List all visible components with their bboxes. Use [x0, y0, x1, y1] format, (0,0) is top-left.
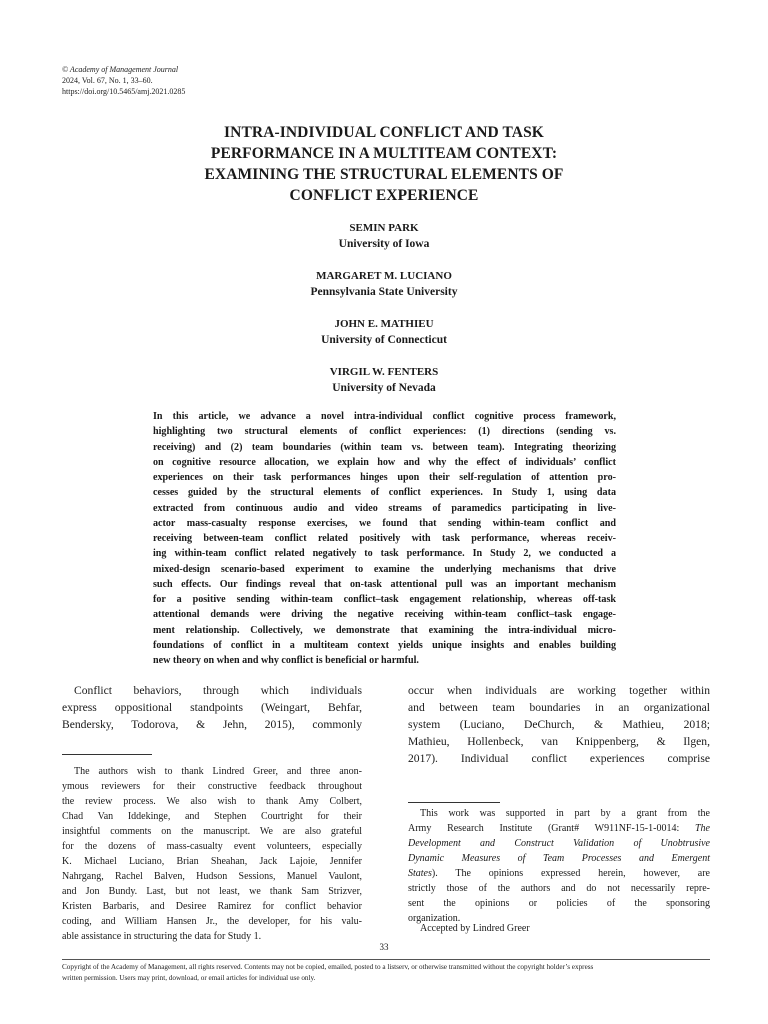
- author-name: JOHN E. MATHIEU: [334, 318, 434, 330]
- title-line: EXAMINING THE STRUCTURAL ELEMENTS OF: [204, 166, 564, 183]
- body-line: system (Luciano, DeChurch, & Mathieu, 2018;: [408, 718, 710, 731]
- title-line: PERFORMANCE IN A MULTITEAM CONTEXT:: [210, 145, 558, 162]
- footnote-line: organization.: [408, 913, 461, 924]
- author-block: [0, 220, 768, 268]
- journal-name: © Academy of Management Journal: [62, 65, 179, 74]
- abstract-line: In this article, we advance a novel intra-individual conflict cognitive process framework,: [153, 411, 616, 422]
- abstract-line: new theory on when and why conflict is beneficial or harmful.: [153, 655, 419, 666]
- grant-title: Dynamic Measures of Team Processes and Emergent: [408, 853, 710, 864]
- footnote-line: sent the opinions or policies of the sponsoring: [408, 898, 710, 909]
- author-block: [0, 268, 768, 316]
- grant-title: States: [408, 868, 432, 879]
- footnote-line: for the dozens of mass-casualty event volunteers, especially: [62, 841, 362, 852]
- body-line: Mathieu, Hollenbeck, van Knippenberg, & Ilgen,: [408, 735, 710, 748]
- abstract-line: cesses guided by the structural elements of conflict experiences. In Study 1, using data: [153, 487, 616, 499]
- grant-title: The: [695, 823, 710, 834]
- body-column-right: [408, 682, 710, 767]
- title-line: INTRA-INDIVIDUAL CONFLICT AND TASK: [224, 124, 544, 141]
- body-line: express oppositional standpoints (Weingart, Behfar,: [62, 701, 362, 714]
- body-line: occur when individuals are working together within: [408, 684, 710, 697]
- footnote-line: K. Michael Luciano, Brian Sheahan, Jack Lajoie, Jennifer: [62, 856, 362, 867]
- abstract-line: on cognitive resource allocation, we explain how and why the effect of individuals’ conflict: [153, 456, 616, 468]
- footnote-line: This work was supported in part by a grant from the: [420, 808, 710, 819]
- accepted-by: Accepted by Lindred Greer: [420, 923, 530, 934]
- copyright-notice: [62, 962, 710, 984]
- abstract-line: for a positive sending within-team conflict–task engagement relationship, whereas off-task: [153, 594, 616, 605]
- footnote-line: ymous reviewers for their constructive feedback throughout: [62, 781, 362, 792]
- author-affiliation: University of Nevada: [332, 382, 436, 394]
- abstract-line: actor mass-casualty response exercises, we found that sending within-team conflict and: [153, 517, 616, 529]
- footnote-line: [408, 821, 710, 836]
- footnote-line: insightful comments on the manuscript. We are also grateful: [62, 826, 362, 837]
- footnote-divider-left: [62, 754, 152, 755]
- author-block: [0, 364, 768, 412]
- copyright-line: Copyright of the Academy of Management, all rights reserved. Contents may not be copied, emailed, posted to a listserv, or otherwise transmitted without the copyright holder’s express: [62, 963, 594, 971]
- abstract: [153, 409, 616, 668]
- abstract-line: attentional demands were driving the negative receiving within-team conflict–task engage-: [153, 609, 616, 621]
- doi-link[interactable]: https://doi.org/10.5465/amj.2021.0285: [62, 87, 186, 96]
- copyright-line: written permission. Users may print, download, or email articles for individual use only.: [62, 974, 316, 982]
- copyright-divider: [62, 959, 710, 960]
- footnote-line: [408, 836, 710, 851]
- footnote-line: strictly those of the authors and do not necessarily repre-: [408, 883, 710, 894]
- author-affiliation: University of Iowa: [338, 238, 430, 250]
- page-number: 33: [379, 942, 389, 952]
- grant-title: Development and Construct Validation of Unobtrusive: [408, 838, 710, 849]
- abstract-line: experiences on their task performances hinges upon their self-regulation of attention pro-: [153, 472, 616, 483]
- abstract-line: mixed-design scenario-based experiment to examine the underlying mechanisms that drive: [153, 563, 616, 575]
- author-block: [0, 316, 768, 364]
- author-name: MARGARET M. LUCIANO: [316, 270, 452, 282]
- funding-footnote: [408, 806, 710, 926]
- footnote-line: the review process. We also wish to thank Amy Colbert,: [62, 796, 362, 807]
- abstract-line: ing within-team conflict related negatively to task performance. In Study 2, we conducted a: [153, 548, 616, 560]
- body-line: and between team boundaries in an organizational: [408, 701, 710, 714]
- footnote-line: able assistance in structuring the data for Study 1.: [62, 931, 262, 942]
- author-name: VIRGIL W. FENTERS: [329, 366, 439, 378]
- journal-metadata: [62, 64, 185, 97]
- footnote-line: [408, 866, 710, 881]
- volume-line: 2024, Vol. 67, No. 1, 33–60.: [62, 76, 153, 85]
- footnote-line: The authors wish to thank Lindred Greer, and three anon-: [74, 766, 362, 777]
- body-line: 2017). Individual conflict experiences comprise: [408, 752, 710, 765]
- footnote-text: ). The opinions expressed herein, however, are: [431, 868, 710, 879]
- abstract-line: foundations of conflict in a multiteam context yields unique insights and enables building: [153, 639, 616, 651]
- abstract-line: receiving between-team conflict related positively with task performance, whereas receiv-: [153, 533, 616, 544]
- abstract-line: highlighting two structural elements of conflict experiences: (1) directions (sending vs.: [153, 426, 616, 438]
- footnote-divider-right: [408, 802, 500, 803]
- footnote-line: coding, and William Hansen Jr., the developer, for his valu-: [62, 916, 362, 927]
- footnote-line: and Jon Bundy. Last, but not least, we thank Sam Strizver,: [62, 886, 362, 897]
- footnote-line: Nahrgang, Rachel Balven, Hudson Sessions, Manuel Vaulont,: [62, 871, 362, 882]
- title-line: CONFLICT EXPERIENCE: [289, 187, 479, 204]
- body-line: Conflict behaviors, through which individuals: [74, 684, 362, 697]
- article-title: [120, 122, 648, 206]
- footnote-line: Kristen Barbaris, and Desiree Ramirez for conflict behavior: [62, 901, 362, 912]
- body-column-left: [62, 682, 362, 733]
- abstract-line: receiving) and (2) team boundaries (within team vs. between team). Integrating theorizing: [153, 441, 616, 453]
- footnote-text: Army Research Institute (Grant# W911NF-15-1-0014:: [408, 823, 695, 834]
- author-name: SEMIN PARK: [349, 222, 419, 234]
- author-affiliation: University of Connecticut: [321, 334, 447, 346]
- abstract-line: such effects. Our findings reveal that on-task attentional pull was an important mechanism: [153, 578, 616, 590]
- body-line: Bendersky, Todorova, & Jehn, 2015), commonly: [62, 718, 362, 731]
- abstract-line: extracted from continuous audio and video streams of paramedics participating in live-: [153, 502, 616, 514]
- footnote-line: Chad Van Iddekinge, and Stephen Courtright for their: [62, 811, 362, 822]
- author-affiliation: Pennsylvania State University: [310, 286, 458, 298]
- abstract-line: ment relationship. Collectively, we demonstrate that examining the intra-individual micro-: [153, 624, 616, 636]
- author-list: [0, 220, 768, 412]
- acknowledgments-footnote: [62, 764, 362, 944]
- footnote-line: [408, 851, 710, 866]
